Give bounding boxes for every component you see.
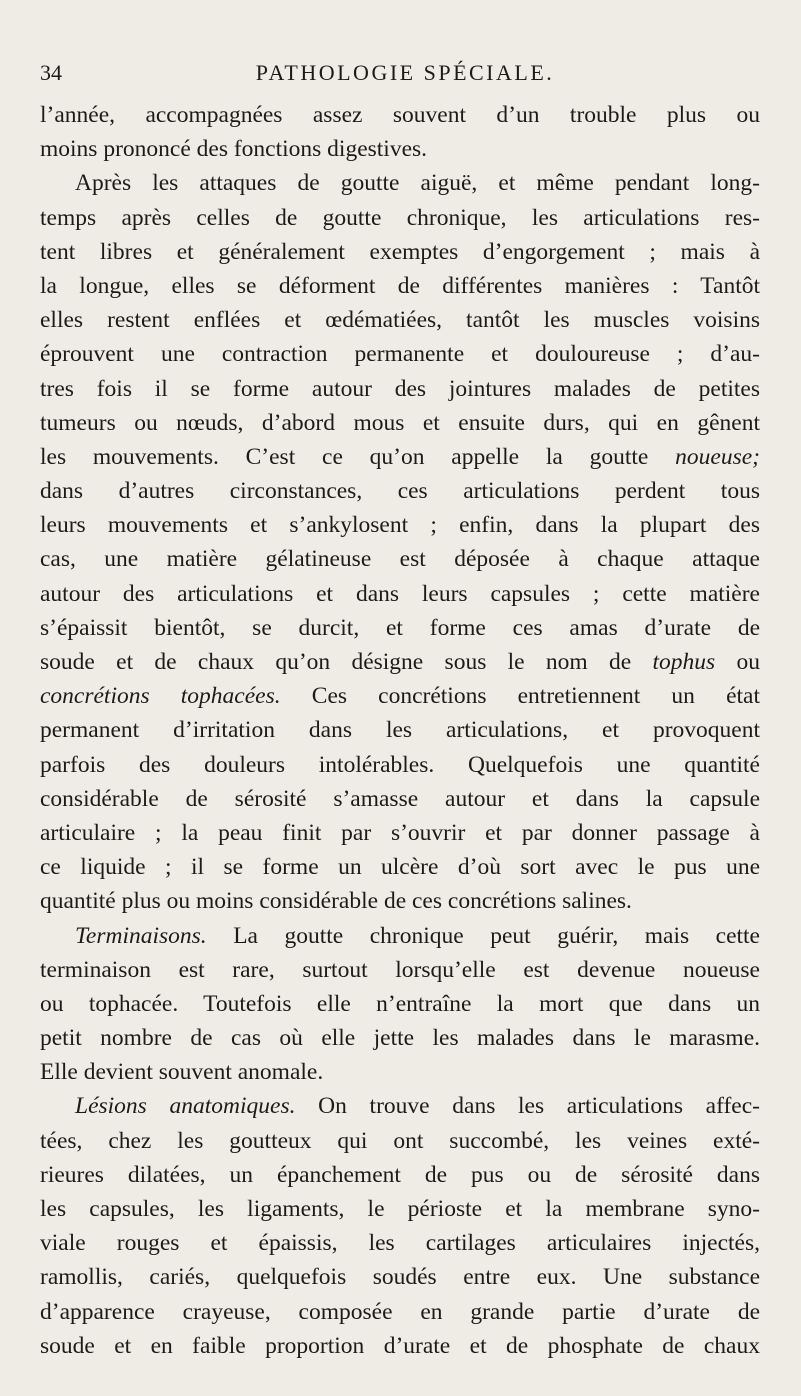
- text-line: considérable de sérosité s’amasse autour et dans la capsule: [40, 785, 760, 812]
- text-line: elles restent enflées et œdématiées, tantôt les muscles voisins: [40, 307, 760, 334]
- text-line: Elle devient souvent anomale.: [40, 1059, 324, 1086]
- text-line: autour des articulations et dans leurs capsules ; cette matière: [40, 580, 760, 607]
- text-line: moins prononcé des fonctions digestives.: [40, 136, 428, 163]
- text-line: Après les attaques de goutte aiguë, et même pendant long-: [75, 170, 760, 197]
- text-line: permanent d’irritation dans les articulations, et provoquent: [40, 717, 760, 744]
- page-number: 34: [40, 60, 62, 85]
- running-title: PATHOLOGIE SPÉCIALE.: [255, 60, 555, 85]
- text-line: cas, une matière gélatineuse est déposée à chaque attaque: [40, 546, 760, 573]
- running-head: [40, 58, 740, 88]
- text-line: Terminaisons. La goutte chronique peut guérir, mais cette: [75, 922, 760, 949]
- text-line: l’année, accompagnées assez souvent d’un trouble plus ou: [40, 102, 760, 128]
- text-line: parfois des douleurs intolérables. Quelquefois une quantité: [40, 751, 760, 778]
- text-line: dans d’autres circonstances, ces articulations perdent tous: [40, 478, 760, 505]
- text-line: leurs mouvements et s’ankylosent ; enfin, dans la plupart des: [40, 512, 760, 539]
- text-line: tent libres et généralement exemptes d’engorgement ; mais à: [40, 238, 760, 265]
- text-line: temps après celles de goutte chronique, les articulations res-: [40, 204, 760, 231]
- text-line: viale rouges et épaissis, les cartilages articulaires injectés,: [40, 1230, 760, 1257]
- text-line: soude et en faible proportion d’urate et de phosphate de chaux: [40, 1332, 760, 1359]
- text-line: concrétions tophacées. Ces concrétions entretiennent un état: [40, 683, 760, 710]
- text-line: petit nombre de cas où elle jette les malades dans le marasme.: [40, 1025, 760, 1052]
- text-line: tumeurs ou nœuds, d’abord mous et ensuite durs, qui en gênent: [40, 409, 760, 436]
- body-text: [40, 98, 760, 1363]
- text-line: soude et de chaux qu’on désigne sous le nom de tophus ou: [40, 649, 760, 675]
- text-line: les mouvements. C’est ce qu’on appelle la goutte noueuse;: [40, 443, 760, 470]
- text-line: articulaire ; la peau finit par s’ouvrir et par donner passage à: [40, 819, 760, 846]
- text-line: rieures dilatées, un épanchement de pus ou de sérosité dans: [40, 1161, 760, 1188]
- text-line: éprouvent une contraction permanente et douloureuse ; d’au-: [40, 341, 760, 368]
- text-line: quantité plus ou moins considérable de ces concrétions salines.: [40, 888, 632, 915]
- text-line: tées, chez les goutteux qui ont succombé, les veines exté-: [40, 1127, 760, 1154]
- text-line: Lésions anatomiques. On trouve dans les articulations affec-: [75, 1093, 760, 1120]
- text-line: ramollis, cariés, quelquefois soudés entre eux. Une substance: [40, 1264, 760, 1291]
- text-line: ce liquide ; il se forme un ulcère d’où sort avec le pus une: [40, 854, 760, 881]
- text-line: d’apparence crayeuse, composée en grande partie d’urate de: [40, 1298, 760, 1325]
- text-line: la longue, elles se déforment de différentes manières : Tantôt: [40, 272, 760, 299]
- text-line: terminaison est rare, surtout lorsqu’elle est devenue noueuse: [40, 956, 760, 983]
- text-line: s’épaissit bientôt, se durcit, et forme ces amas d’urate de: [40, 614, 760, 641]
- text-line: tres fois il se forme autour des jointures malades de petites: [40, 375, 760, 402]
- text-line: ou tophacée. Toutefois elle n’entraîne la mort que dans un: [40, 990, 760, 1017]
- text-line: les capsules, les ligaments, le périoste et la membrane syno-: [40, 1196, 760, 1222]
